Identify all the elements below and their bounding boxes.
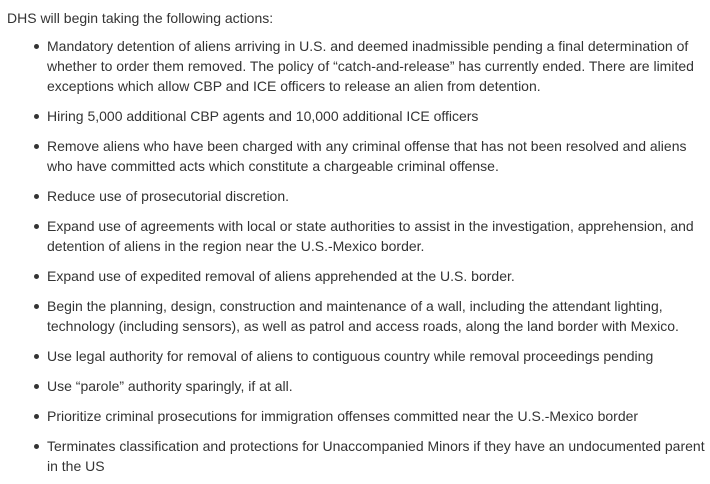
list-item xyxy=(7,406,710,426)
bullet-icon xyxy=(34,194,39,199)
bullet-icon xyxy=(34,444,39,449)
bullet-icon xyxy=(34,274,39,279)
list-item-text: Use legal authority for removal of aliens to contiguous country while removal proceedings pending xyxy=(47,348,654,364)
list-item-text: Expand use of agreements with local or state authorities to assist in the investigation, apprehension, and detention of aliens in the region near the U.S.-Mexico border. xyxy=(47,218,694,254)
list-item xyxy=(7,376,710,396)
list-item-text: Mandatory detention of aliens arriving in U.S. and deemed inadmissible pending a final determination of whether to order them removed. The policy of “catch-and-release” has currently ended. There are limited exceptions which allow CBP and ICE officers to release an alien from detention. xyxy=(47,38,694,94)
list-item-text: Reduce use of prosecutorial discretion. xyxy=(47,188,290,204)
list-item-text: Begin the planning, design, construction and maintenance of a wall, including the attendant lighting, technology (including sensors), as well as patrol and access roads, along the land border with Mexico. xyxy=(47,298,679,334)
bullet-icon xyxy=(34,224,39,229)
list-item xyxy=(7,266,710,286)
list-item xyxy=(7,296,710,336)
bullet-icon xyxy=(34,384,39,389)
actions-list xyxy=(7,36,710,476)
list-item xyxy=(7,216,710,256)
list-item-text: Expand use of expedited removal of aliens apprehended at the U.S. border. xyxy=(47,268,515,284)
list-item-text: Terminates classification and protections for Unaccompanied Minors if they have an undocumented parent in the US xyxy=(47,438,705,474)
list-item xyxy=(7,186,710,206)
list-item xyxy=(7,36,710,96)
list-item xyxy=(7,346,710,366)
bullet-icon xyxy=(34,114,39,119)
bullet-icon xyxy=(34,354,39,359)
list-item-text: Hiring 5,000 additional CBP agents and 10,000 additional ICE officers xyxy=(47,108,479,124)
bullet-icon xyxy=(34,304,39,309)
bullet-icon xyxy=(34,414,39,419)
list-item-text: Prioritize criminal prosecutions for immigration offenses committed near the U.S.-Mexico border xyxy=(47,408,639,424)
list-item xyxy=(7,136,710,176)
list-item-text: Use “parole” authority sparingly, if at all. xyxy=(47,378,293,394)
bullet-icon xyxy=(34,144,39,149)
list-item-text: Remove aliens who have been charged with any criminal offense that has not been resolved and aliens who have committed acts which constitute a chargeable criminal offense. xyxy=(47,138,687,174)
bullet-icon xyxy=(34,44,39,49)
list-item xyxy=(7,106,710,126)
intro-text: DHS will begin taking the following actions: xyxy=(7,10,274,26)
list-item xyxy=(7,436,710,476)
